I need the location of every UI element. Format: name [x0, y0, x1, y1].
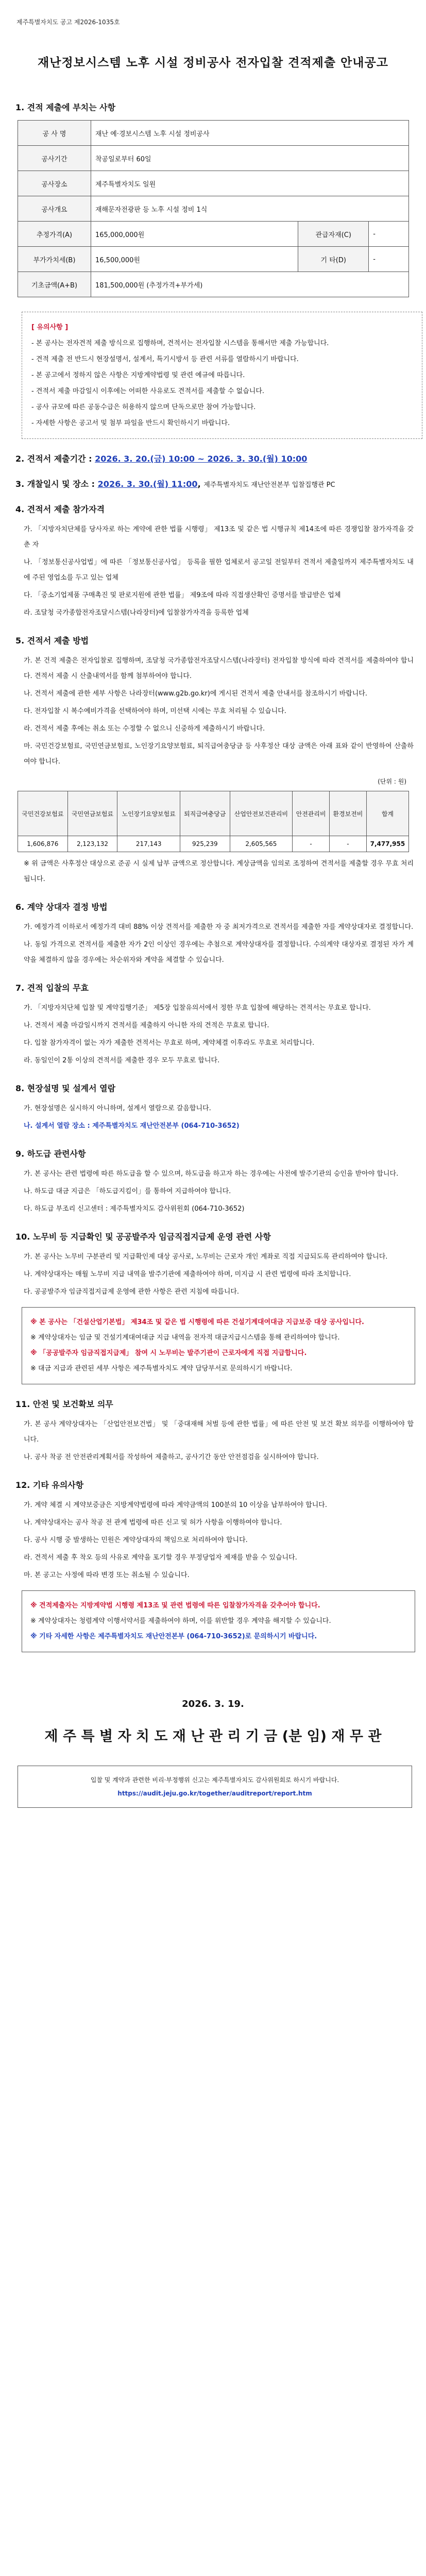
sec12-item: 나. 계약상대자는 공사 착공 전 관계 법령에 따른 신고 및 허가 사항을 이행하여야 합니다. — [24, 1519, 282, 1527]
td-safety-health: 2,605,565 — [230, 836, 293, 852]
sec4-item: 가. 「지방자치단체를 당사자로 하는 계약에 관한 법률 시행령」 제13조 및 같은 법 시행규칙 제14조에 따른 경쟁입찰 참가자격을 갖춘 자 — [24, 526, 414, 549]
section-6-heading: 6. 계약 상대자 결정 방법 — [15, 902, 108, 912]
th-pension: 국민연금보험료 — [67, 791, 117, 836]
opening-datetime: 2026. 3. 30.(월) 11:00 — [97, 479, 198, 489]
caution-line: - 본 공고에서 정하지 않은 사항은 지방계약법령 및 관련 예규에 따릅니다. — [31, 371, 245, 379]
sec5-item: 라. 견적서 제출 후에는 취소 또는 수정할 수 없으니 신중하게 제출하시기 바랍니다. — [24, 725, 265, 733]
sec7-item: 나. 견적서 제출 마감일시까지 견적서를 제출하지 아니한 자의 견적은 무효로 합니다. — [24, 1022, 269, 1029]
th-total: 합계 — [366, 791, 408, 836]
section-11-heading: 11. 안전 및 보건확보 의무 — [15, 1399, 113, 1409]
sec7-item: 라. 동일인이 2통 이상의 견적서를 제출한 경우 모두 무효로 합니다. — [24, 1057, 220, 1064]
sec5-item: 마. 국민건강보험료, 국민연금보험료, 노인장기요양보험료, 퇴직급여충당금 등 사후정산 대상 금액은 아래 표와 같이 반영하여 산출하여야 합니다. — [24, 742, 414, 766]
opening-place: 제주특별자치도 재난안전본부 입찰집행관 PC — [203, 481, 335, 489]
sec10-item: 다. 공공발주자 임금직접지급제 운영에 관한 사항은 관련 지침에 따릅니다. — [24, 1288, 240, 1296]
sec9-item: 가. 본 공사는 관련 법령에 따른 하도급을 할 수 있으며, 하도급을 하고자 하는 경우에는 사전에 발주기관의 승인을 받아야 합니다. — [24, 1170, 399, 1178]
sec10-item: 가. 본 공사는 노무비 구분관리 및 지급확인제 대상 공사로, 노무비는 근로자 개인 계좌로 직접 지급되도록 관리하여야 합니다. — [24, 1253, 388, 1261]
value-govt-material: - — [369, 222, 409, 247]
section-4-heading: 4. 견적서 제출 참가자격 — [15, 504, 105, 514]
sec6-item: 가. 예정가격 이하로서 예정가격 대비 88% 이상 견적서를 제출한 자 중 최저가격으로 견적서를 제출한 자를 계약상대자로 결정합니다. — [24, 923, 414, 931]
value-vat: 16,500,000원 — [91, 247, 298, 272]
caution-line: - 공사 규모에 따른 공동수급은 허용하지 않으며 단독으로만 참여 가능합니다. — [31, 403, 256, 411]
caution-box — [22, 312, 422, 439]
wage-box-line: ※ 계약상대자는 임금 및 건설기계대여대금 지급 내역을 전자적 대금지급시스템을 통해 관리하여야 합니다. — [30, 1334, 340, 1342]
td-safety-mgmt: - — [293, 836, 330, 852]
th-safety-mgmt: 안전관리비 — [293, 791, 330, 836]
report-footer — [18, 1766, 412, 1808]
section-7-heading: 7. 견적 입찰의 무효 — [15, 983, 89, 993]
wage-box-line: ※ 대금 지급과 관련된 세부 사항은 제주특별자치도 계약 담당부서로 문의하시기 바랍니다. — [30, 1365, 293, 1372]
label-est-price: 추정가격(A) — [18, 222, 91, 247]
section-9-heading: 9. 하도급 관련사항 — [15, 1149, 86, 1159]
project-info-table — [18, 120, 409, 297]
td-longterm-care: 217,143 — [117, 836, 180, 852]
sec4-item: 다. 「중소기업제품 구매촉진 및 판로지원에 관한 법률」 제9조에 따라 직접생산확인 증명서를 발급받은 업체 — [24, 591, 341, 599]
sec9-item: 나. 하도급 대금 지급은 「하도급지킴이」를 통하여 지급하여야 합니다. — [24, 1188, 231, 1195]
label-govt-material: 관급자재(C) — [298, 222, 369, 247]
th-environment: 환경보전비 — [330, 791, 367, 836]
label-vat: 부가가치세(B) — [18, 247, 91, 272]
caution-head: [ 유의사항 ] — [31, 324, 69, 331]
label-overview: 공사개요 — [18, 196, 91, 222]
sec7-item: 다. 입찰 참가자격이 없는 자가 제출한 견적서는 무효로 하며, 계약체결 이후라도 무효로 처리합니다. — [24, 1039, 315, 1047]
footer-text: 입찰 및 계약과 관련한 비리·부정행위 신고는 제주특별자치도 감사위원회로 하시기 바랍니다. — [90, 1776, 339, 1784]
td-health: 1,606,876 — [18, 836, 68, 852]
page-title: 재난정보시스템 노후 시설 정비공사 전자입찰 견적제출 안내공고 — [38, 56, 388, 70]
value-location: 제주특별자치도 일원 — [91, 171, 409, 196]
value-other: - — [369, 247, 409, 272]
notes-box-line: ※ 계약상대자는 청렴계약 이행서약서를 제출하여야 하며, 이를 위반할 경우 계약을 해지할 수 있습니다. — [30, 1617, 331, 1625]
sec7-item: 가. 「지방자치단체 입찰 및 계약집행기준」 제5장 입찰유의서에서 정한 무효 입찰에 해당하는 견적서는 무효로 합니다. — [24, 1004, 371, 1012]
value-project-name: 재난 예·경보시스템 노후 시설 정비공사 — [91, 121, 409, 146]
notes-box-line: ※ 견적제출자는 지방계약법 시행령 제13조 및 관련 법령에 따른 입찰참가자격을 갖추어야 합니다. — [30, 1602, 320, 1609]
value-period: 착공일로부터 60일 — [91, 146, 409, 171]
section-5-heading: 5. 견적서 제출 방법 — [15, 636, 89, 646]
label-base-amount: 기초금액(A+B) — [18, 272, 91, 297]
sec5-item: 나. 견적서 제출에 관한 세부 사항은 나라장터(www.g2b.go.kr)에 게시된 견적서 제출 안내서를 참조하시기 바랍니다. — [24, 690, 368, 698]
th-health: 국민건강보험료 — [18, 791, 68, 836]
notes-box — [22, 1590, 415, 1652]
sec8-item: 나. 설계서 열람 장소 : 제주특별자치도 재난안전본부 (064-710-3652) — [24, 1122, 240, 1130]
label-other: 기 타(D) — [298, 247, 369, 272]
sec12-item: 다. 공사 시행 중 발생하는 민원은 계약상대자의 책임으로 처리하여야 합니다. — [24, 1536, 248, 1544]
section-3-label: 3. 개찰일시 및 장소 : — [15, 479, 95, 489]
insurance-table — [18, 791, 409, 852]
section-1-heading: 1. 견적 제출에 부치는 사항 — [15, 103, 116, 112]
th-longterm-care: 노인장기요양보험료 — [117, 791, 180, 836]
wage-box-line: ※ 본 공사는 「건설산업기본법」 제34조 및 같은 법 시행령에 따른 건설기계대여대금 지급보증 대상 공사입니다. — [30, 1318, 364, 1326]
sec12-item: 마. 본 공고는 사정에 따라 변경 또는 취소될 수 있습니다. — [24, 1571, 190, 1579]
sec10-item: 나. 계약상대자는 매월 노무비 지급 내역을 발주기관에 제출하여야 하며, 미지급 시 관련 법령에 따라 조치합니다. — [24, 1270, 351, 1278]
td-environment: - — [330, 836, 367, 852]
caution-line: - 견적서 제출 마감일시 이후에는 어떠한 사유로도 견적서를 제출할 수 없습니다. — [31, 387, 265, 395]
caution-line: - 본 공사는 전자견적 제출 방식으로 집행하며, 견적서는 전자입찰 시스템을 통해서만 제출 가능합니다. — [31, 340, 329, 347]
section-2-heading — [15, 452, 414, 464]
sec11-item: 가. 본 공사 계약상대자는 「산업안전보건법」 및 「중대재해 처벌 등에 관한 법률」에 따른 안전 및 보건 확보 의무를 이행하여야 합니다. — [24, 1420, 414, 1444]
sec12-item: 라. 견적서 제출 후 착오 등의 사유로 계약을 포기할 경우 부정당업자 제재를 받을 수 있습니다. — [24, 1554, 297, 1562]
sec4-item: 라. 조달청 국가종합전자조달시스템(나라장터)에 입찰참가자격을 등록한 업체 — [24, 609, 249, 617]
caution-line: - 견적 제출 전 반드시 현장설명서, 설계서, 특기시방서 등 관련 서류를 열람하시기 바랍니다. — [31, 355, 299, 363]
section-3-heading: 3. 개찰일시 및 장소 : 2026. 3. 30.(월) 11:00, 제주특별자치도 재난안전본부 입찰집행관 PC — [15, 479, 335, 489]
value-overview: 재해문자전광판 등 노후 시설 정비 1식 — [91, 196, 409, 222]
sec4-item: 나. 「정보통신공사업법」에 따른 「정보통신공사업」 등록을 필한 업체로서 공고일 전일부터 견적서 제출일까지 제주특별자치도 내에 주된 영업소를 두고 있는 업체 — [24, 558, 414, 582]
section-10-heading: 10. 노무비 등 지급확인 및 공공발주자 임금직접지급제 운영 관련 사항 — [15, 1232, 271, 1242]
section-12-heading: 12. 기타 유의사항 — [15, 1480, 84, 1490]
notes-box-line: ※ 기타 자세한 사항은 제주특별자치도 재난안전본부 (064-710-3652)로 문의하시기 바랍니다. — [30, 1633, 317, 1640]
th-retirement: 퇴직급여충당금 — [180, 791, 230, 836]
label-period: 공사기간 — [18, 146, 91, 171]
section-2-label: 2. 견적서 제출기간 : — [15, 454, 92, 464]
issuer-signature: 제 주 특 별 자 치 도 재 난 관 리 기 금 (분 임) 재 무 관 — [44, 1728, 382, 1744]
th-safety-health: 산업안전보건관리비 — [230, 791, 293, 836]
table-unit: (단위 : 원) — [378, 778, 406, 785]
sec5-footnote: ※ 위 금액은 사후정산 대상으로 준공 시 실제 납부 금액으로 정산합니다. 계상금액을 임의로 조정하여 견적서를 제출할 경우 무효 처리됩니다. — [24, 860, 414, 883]
footer-link[interactable]: https://audit.jeju.go.kr/together/auditreport/report.htm — [117, 1790, 312, 1797]
label-project-name: 공 사 명 — [18, 121, 91, 146]
sec6-item: 나. 동일 가격으로 견적서를 제출한 자가 2인 이상인 경우에는 추첨으로 계약상대자를 결정합니다. 수의계약 대상자로 결정된 자가 계약을 체결하지 않을 경우에는 차순위자와 계약을 체결할 수 있습니다. — [24, 941, 414, 964]
wage-box-line: ※ 「공공발주자 임금직접지급제」 참여 시 노무비는 발주기관이 근로자에게 직접 지급합니다. — [30, 1349, 307, 1357]
sec12-item: 가. 계약 체결 시 계약보증금은 지방계약법령에 따라 계약금액의 100분의 10 이상을 납부하여야 합니다. — [24, 1501, 327, 1509]
sec11-item: 나. 공사 착공 전 안전관리계획서를 작성하여 제출하고, 공사기간 동안 안전점검을 실시하여야 합니다. — [24, 1453, 319, 1461]
section-8-heading: 8. 현장설명 및 설계서 열람 — [15, 1083, 116, 1093]
sec9-item: 다. 하도급 부조리 신고센터 : 제주특별자치도 감사위원회 (064-710-3652) — [24, 1205, 245, 1213]
label-location: 공사장소 — [18, 171, 91, 196]
sec5-item: 다. 전자입찰 시 복수예비가격을 선택하여야 하며, 미선택 시에는 무효 처리될 수 있습니다. — [24, 707, 286, 715]
td-total: 7,477,955 — [366, 836, 408, 852]
sec8-item: 가. 현장설명은 실시하지 아니하며, 설계서 열람으로 갈음합니다. — [24, 1105, 211, 1112]
notice-page — [12, 0, 414, 1808]
notice-number: 제주특별자치도 공고 제2026-1035호 — [16, 19, 120, 26]
sec5-item: 가. 본 건적 제출은 전자입찰로 집행하며, 조달청 국가종합전자조달시스템(나라장터) 전자입찰 방식에 따라 견적서를 제출하여야 합니다. 견적서 제출 시 산출내역서를 함께 첨부하여야 합니다. — [24, 657, 414, 680]
td-retirement: 925,239 — [180, 836, 230, 852]
td-pension: 2,123,132 — [67, 836, 117, 852]
value-est-price: 165,000,000원 — [91, 222, 298, 247]
wage-box — [22, 1307, 415, 1384]
caution-line: - 자세한 사항은 공고서 및 첨부 파일을 반드시 확인하시기 바랍니다. — [31, 419, 230, 427]
value-base-amount: 181,500,000원 (추정가격+부가세) — [91, 272, 409, 297]
closing-date: 2026. 3. 19. — [182, 1699, 244, 1709]
submission-period: 2026. 3. 20.(금) 10:00 ~ 2026. 3. 30.(월) 10:00 — [95, 454, 308, 464]
